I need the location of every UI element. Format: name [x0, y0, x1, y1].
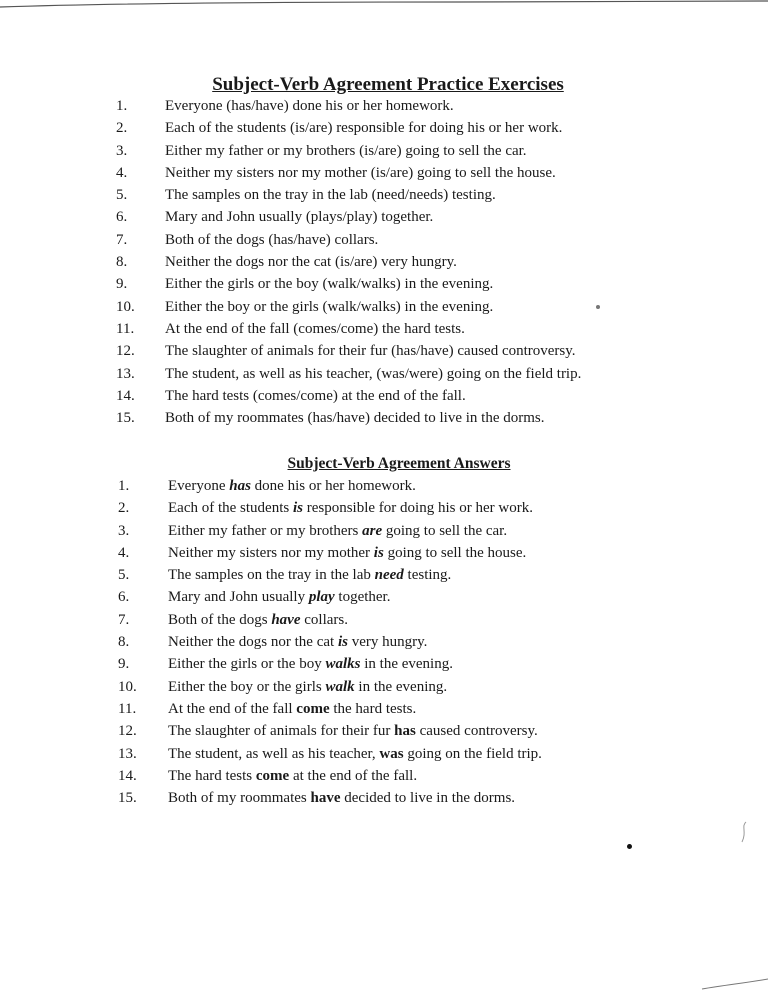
answer-sentence — [168, 589, 390, 606]
answer-sentence — [168, 746, 542, 763]
answer-text-before: Everyone — [168, 478, 230, 494]
answer-verb: has — [229, 478, 251, 494]
answer-verb: is — [292, 500, 303, 517]
answer-number: 12. — [118, 723, 137, 740]
exercise-sentence: Neither my sisters nor my mother (is/are) going to sell the house. — [165, 164, 556, 181]
scan-mark — [738, 820, 750, 844]
answer-number: 15. — [118, 790, 137, 807]
answer-verb: have — [310, 790, 341, 807]
answer-number: 10. — [118, 678, 137, 695]
exercise-sentence: Everyone (has/have) done his or her homework. — [165, 98, 454, 114]
answer-text-after: testing. — [403, 567, 452, 584]
exercise-number: 1. — [116, 98, 128, 114]
answer-number: 11. — [118, 700, 137, 717]
answer-sentence — [168, 656, 453, 673]
answer-sentence — [168, 790, 515, 807]
answer-text-after: done his or her homework. — [250, 478, 416, 494]
answer-verb: has — [394, 723, 416, 740]
answer-text-before: Both of my roommates — [168, 790, 311, 807]
exercise-sentence: The hard tests (comes/come) at the end of the fall. — [165, 387, 466, 404]
exercise-number: 4. — [116, 164, 128, 181]
answer-sentence — [168, 612, 348, 629]
answer-verb: walks — [325, 656, 361, 673]
answer-text-after: the hard tests. — [329, 700, 417, 717]
exercise-number: 13. — [116, 365, 135, 382]
answer-sentence — [168, 768, 417, 785]
answer-verb: come — [296, 700, 330, 717]
exercise-number: 2. — [116, 120, 128, 137]
answer-text-after: very hungry. — [347, 634, 428, 651]
answer-text-before: Mary and John usually — [168, 589, 309, 606]
answer-verb: is — [337, 634, 348, 651]
answer-number: 9. — [118, 656, 130, 673]
answer-text-after: in the evening. — [354, 678, 448, 695]
answer-verb: is — [373, 544, 384, 561]
answer-sentence — [168, 701, 416, 718]
answer-text-before: Both of the dogs — [168, 611, 272, 628]
answer-text-before: The hard tests — [168, 767, 256, 784]
exercise-number: 15. — [116, 410, 135, 427]
exercise-sentence: Either the boy or the girls (walk/walks) in the evening. — [165, 298, 494, 315]
exercise-sentence: At the end of the fall (comes/come) the hard tests. — [165, 320, 465, 337]
exercise-number: 14. — [116, 387, 135, 404]
exercise-number: 12. — [116, 343, 135, 360]
exercise-sentence: Each of the students (is/are) responsible for doing his or her work. — [165, 120, 563, 137]
answer-number: 5. — [118, 567, 130, 584]
answer-sentence — [168, 567, 451, 584]
answer-sentence — [168, 679, 447, 696]
answer-text-before: Neither the dogs nor the cat — [168, 634, 338, 651]
exercise-sentence: Neither the dogs nor the cat (is/are) very hungry. — [165, 254, 457, 271]
exercises-title: Subject-Verb Agreement Practice Exercises — [212, 74, 564, 95]
answer-number: 14. — [118, 767, 137, 784]
exercise-number: 3. — [116, 142, 128, 159]
answer-text-after: together. — [334, 589, 391, 606]
answer-number: 7. — [118, 611, 130, 628]
answer-text-after: responsible for doing his or her work. — [302, 500, 533, 517]
answer-verb: was — [379, 745, 404, 762]
answer-sentence — [168, 723, 538, 740]
exercise-number: 9. — [116, 276, 128, 293]
answers-title: Subject-Verb Agreement Answers — [287, 455, 511, 472]
answer-text-before: Either my father or my brothers — [168, 522, 363, 539]
exercise-sentence: The student, as well as his teacher, (was/were) going on the field trip. — [165, 365, 582, 382]
answer-text-before: At the end of the fall — [168, 700, 297, 717]
answer-text-after: going to sell the car. — [382, 522, 508, 539]
exercise-sentence: Both of my roommates (has/have) decided to live in the dorms. — [165, 410, 545, 427]
answer-number: 2. — [118, 500, 130, 517]
answer-sentence — [168, 545, 526, 562]
answer-sentence — [168, 523, 507, 540]
answer-text-after: at the end of the fall. — [289, 767, 418, 784]
answer-number: 6. — [118, 589, 130, 606]
exercise-sentence: Either the girls or the boy (walk/walks) in the evening. — [165, 276, 494, 293]
exercise-number: 10. — [116, 298, 135, 315]
exercise-number: 7. — [116, 231, 128, 248]
answer-text-before: Each of the students — [168, 500, 293, 517]
answer-text-before: The student, as well as his teacher, — [168, 745, 380, 762]
answer-verb: come — [255, 767, 290, 784]
exercise-sentence: The slaughter of animals for their fur (has/have) caused controversy. — [165, 343, 576, 360]
answer-text-after: caused controversy. — [415, 723, 538, 740]
answer-text-before: Neither my sisters nor my mother — [168, 544, 374, 561]
answer-text-after: in the evening. — [360, 656, 453, 673]
answer-text-before: Either the girls or the boy — [168, 656, 326, 673]
answer-text-before: Either the boy or the girls — [168, 678, 326, 695]
answer-verb: are — [362, 522, 383, 539]
answer-number: 8. — [118, 634, 130, 651]
scan-edge-corner — [700, 975, 768, 994]
answer-number: 13. — [118, 745, 137, 762]
exercise-sentence: Mary and John usually (plays/play) together. — [165, 209, 434, 226]
exercise-sentence: The samples on the tray in the lab (need/needs) testing. — [165, 187, 496, 204]
answer-text-after: going to sell the house. — [383, 544, 527, 561]
answer-text-after: decided to live in the dorms. — [340, 790, 516, 807]
answer-verb: need — [374, 567, 404, 584]
answer-number: 4. — [118, 544, 130, 561]
exercise-number: 6. — [116, 209, 128, 226]
exercise-sentence: Either my father or my brothers (is/are) going to sell the car. — [165, 142, 527, 159]
answer-text-after: going on the field trip. — [403, 745, 542, 762]
exercise-number: 8. — [116, 254, 128, 271]
answer-sentence — [168, 478, 416, 495]
exercise-sentence: Both of the dogs (has/have) collars. — [165, 231, 379, 248]
answer-text-after: collars. — [300, 611, 348, 628]
answer-number: 1. — [118, 478, 130, 494]
answer-sentence — [168, 634, 427, 651]
answer-text-before: The samples on the tray in the lab — [168, 567, 375, 584]
exercise-number: 5. — [116, 187, 128, 204]
exercise-number: 11. — [116, 320, 135, 337]
answer-verb: play — [308, 589, 335, 606]
scan-speck — [627, 844, 632, 849]
scan-edge-line — [0, 0, 768, 8]
answer-verb: have — [271, 611, 301, 628]
answer-verb: walk — [325, 678, 355, 695]
answer-sentence — [168, 500, 533, 517]
answer-text-before: The slaughter of animals for their fur — [168, 723, 395, 740]
answer-number: 3. — [118, 522, 130, 539]
scan-speck — [596, 305, 600, 309]
